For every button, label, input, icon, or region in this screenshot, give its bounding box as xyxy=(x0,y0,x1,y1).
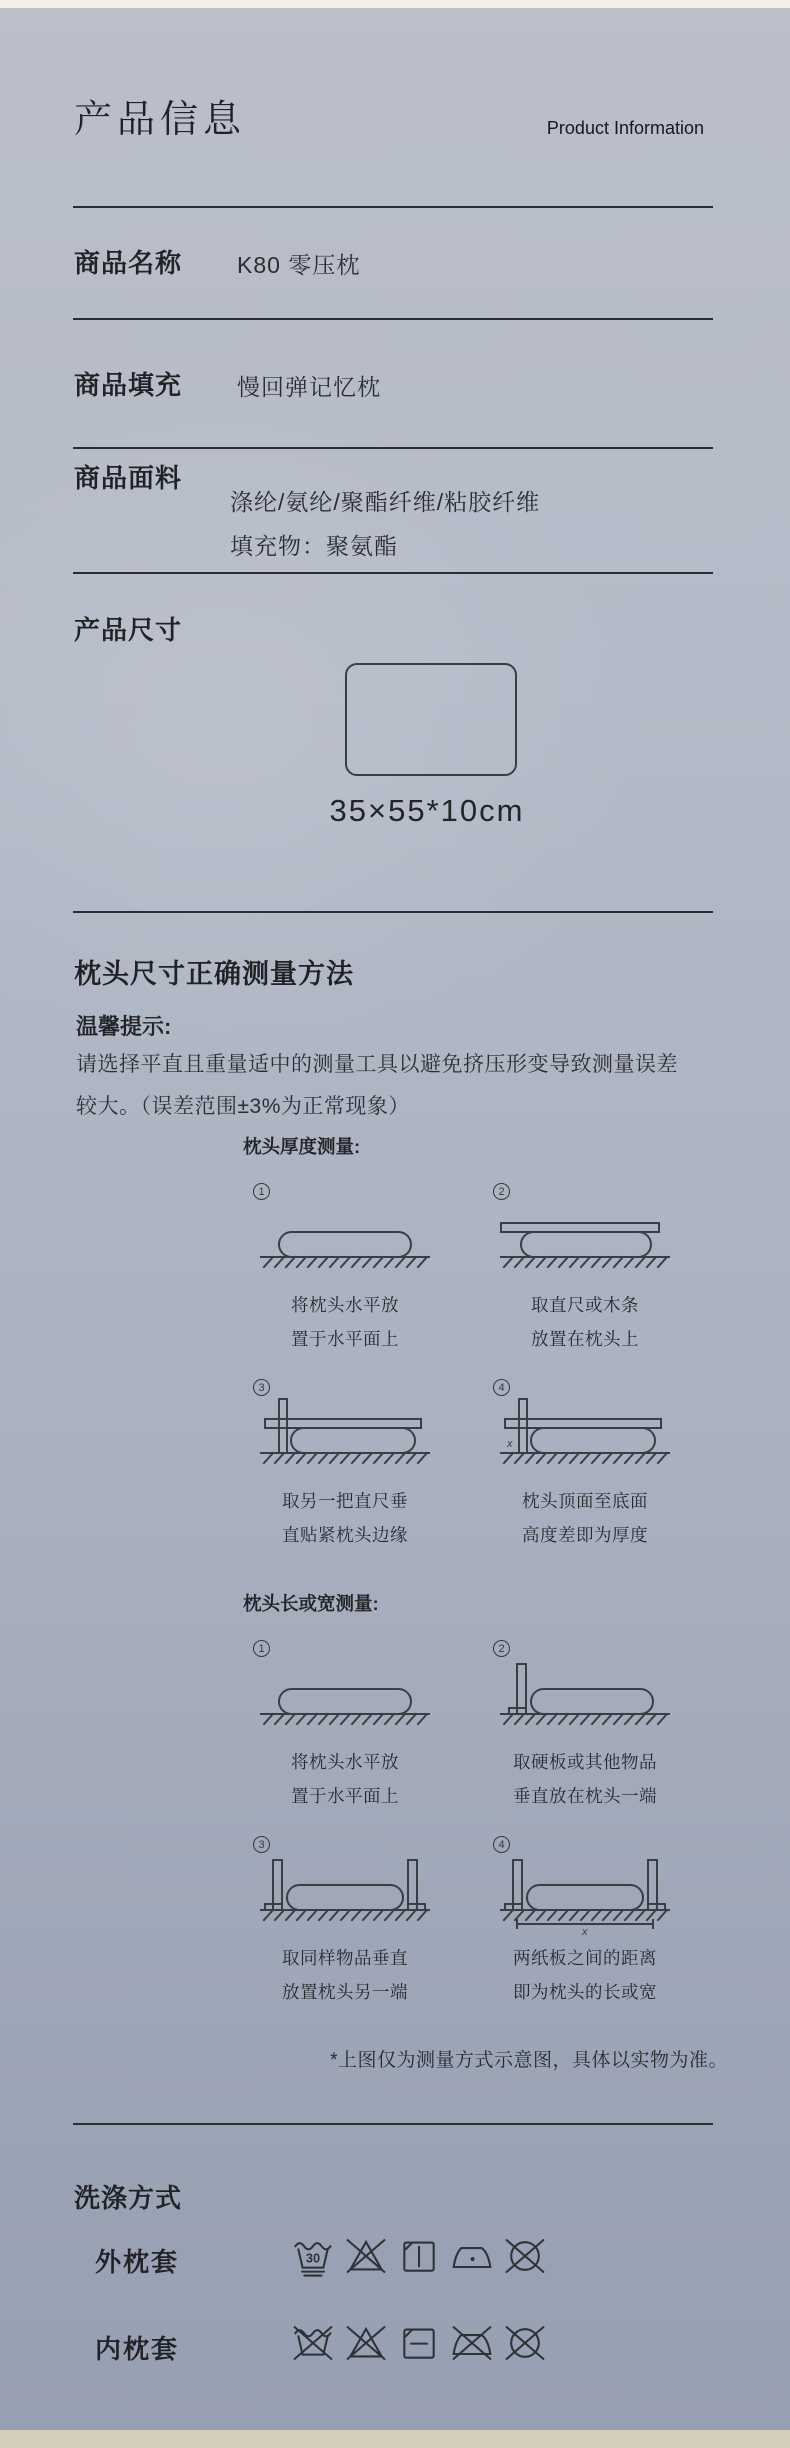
page-title: 产品信息 xyxy=(74,99,247,141)
wash-row-outer xyxy=(0,2234,790,2282)
info-row-value: K80 零压枕 xyxy=(237,252,361,278)
measure-step xyxy=(475,1183,695,1356)
measure-step xyxy=(475,1640,695,1813)
step-number: 1 xyxy=(253,1183,270,1200)
step-grid xyxy=(235,1640,790,2009)
step-group-title: 枕头厚度测量: xyxy=(243,1136,361,1157)
do-not-dryclean-icon xyxy=(503,2321,547,2365)
step-caption: 将枕头水平放 置于水平面上 xyxy=(291,1295,399,1349)
divider xyxy=(73,206,713,208)
do-not-iron-icon xyxy=(450,2321,494,2365)
step-number: 4 xyxy=(493,1836,510,1853)
line-dry-shade-icon xyxy=(397,2234,441,2278)
step-caption: 枕头顶面至底面 高度差即为厚度 xyxy=(522,1491,648,1545)
step-grid xyxy=(235,1183,790,1552)
page-header xyxy=(74,88,704,143)
page-title-en: Product Information xyxy=(546,118,704,138)
measure-step xyxy=(235,1836,455,2009)
info-row-value: 涤纶/氨纶/聚酯纤维/粘胶纤维 xyxy=(230,489,541,515)
pillow-board-measure-diagram xyxy=(497,1852,673,1936)
measure-heading: 枕头尺寸正确测量方法 xyxy=(74,959,354,989)
dry-flat-shade-icon xyxy=(397,2321,441,2365)
iron-low-temp-icon xyxy=(450,2234,494,2278)
washing-heading: 洗涤方式 xyxy=(74,2183,183,2213)
divider xyxy=(73,2123,713,2125)
step-caption: 取另一把直尺垂 直贴紧枕头边缘 xyxy=(282,1491,408,1545)
svg-text:30: 30 xyxy=(305,2250,321,2266)
step-number: 2 xyxy=(493,1640,510,1657)
bottom-strip xyxy=(0,2430,790,2448)
pillow-topview-diagram xyxy=(345,663,517,776)
measure-step xyxy=(235,1640,455,1813)
wash-30-gentle-icon xyxy=(291,2234,335,2278)
step-group-title: 枕头长或宽测量: xyxy=(243,1593,379,1614)
do-not-bleach-icon xyxy=(344,2321,388,2365)
pillow-board-left-diagram xyxy=(497,1656,673,1740)
measure-step xyxy=(235,1183,455,1356)
do-not-bleach-icon xyxy=(344,2234,388,2278)
step-number: 3 xyxy=(253,1379,270,1396)
step-caption: 取同样物品垂直 放置枕头另一端 xyxy=(282,1948,408,2002)
divider xyxy=(73,318,713,320)
length-measure-group xyxy=(0,1590,790,2009)
info-row-value-filling: 填充物：聚氨酯 xyxy=(230,533,398,559)
pillow-ruler-top-diagram xyxy=(497,1199,673,1283)
wash-row-inner xyxy=(0,2321,790,2369)
pillow-flat-diagram xyxy=(257,1656,433,1740)
pillow-board-both-diagram xyxy=(257,1852,433,1936)
step-caption: 取硬板或其他物品 垂直放在枕头一端 xyxy=(513,1752,657,1806)
pillow-ruler-vertical-diagram xyxy=(257,1395,433,1479)
divider xyxy=(73,911,713,913)
top-strip xyxy=(0,0,790,8)
thickness-measure-group xyxy=(0,1133,790,1552)
step-caption: 两纸板之间的距离 即为枕头的长或宽 xyxy=(513,1948,657,2002)
measure-note: *上图仅为测量方式示意图，具体以实物为准。 xyxy=(330,2050,728,2071)
do-not-dryclean-icon xyxy=(503,2234,547,2278)
divider xyxy=(73,447,713,449)
info-row-label: 商品面料 xyxy=(74,463,183,493)
measure-step xyxy=(235,1379,455,1552)
step-number: 2 xyxy=(493,1183,510,1200)
step-caption: 取直尺或木条 放置在枕头上 xyxy=(531,1295,639,1349)
info-row-label: 商品名称 xyxy=(74,248,183,278)
info-row-value: 慢回弹记忆枕 xyxy=(237,374,381,400)
size-dimension: 35×55*10cm xyxy=(329,793,525,828)
wash-row-label: 外枕套 xyxy=(95,2247,180,2277)
pillow-ruler-vertical-x-diagram xyxy=(497,1395,673,1479)
pillow-flat-diagram xyxy=(257,1199,433,1283)
measure-step xyxy=(475,1836,695,2009)
svg-text:x: x xyxy=(507,1438,513,1450)
tips-text-line1: 请选择平直且重量适中的测量工具以避免挤压形变导致测量误差 xyxy=(76,1053,678,1076)
tips-label: 温馨提示: xyxy=(76,1014,172,1039)
info-row-label: 商品填充 xyxy=(74,370,183,400)
laundry-icons xyxy=(291,2234,547,2278)
do-not-wash-icon xyxy=(291,2321,335,2365)
tips-text-line2: 较大。（误差范围±3%为正常现象） xyxy=(76,1095,410,1118)
wash-row-label: 内枕套 xyxy=(95,2334,180,2364)
svg-text:x: x xyxy=(582,1926,588,1936)
step-number: 4 xyxy=(493,1379,510,1396)
step-number: 1 xyxy=(253,1640,270,1657)
divider xyxy=(73,572,713,574)
measure-step xyxy=(475,1379,695,1552)
laundry-icons xyxy=(291,2321,547,2365)
step-caption: 将枕头水平放 置于水平面上 xyxy=(291,1752,399,1806)
size-heading: 产品尺寸 xyxy=(74,615,183,645)
step-number: 3 xyxy=(253,1836,270,1853)
